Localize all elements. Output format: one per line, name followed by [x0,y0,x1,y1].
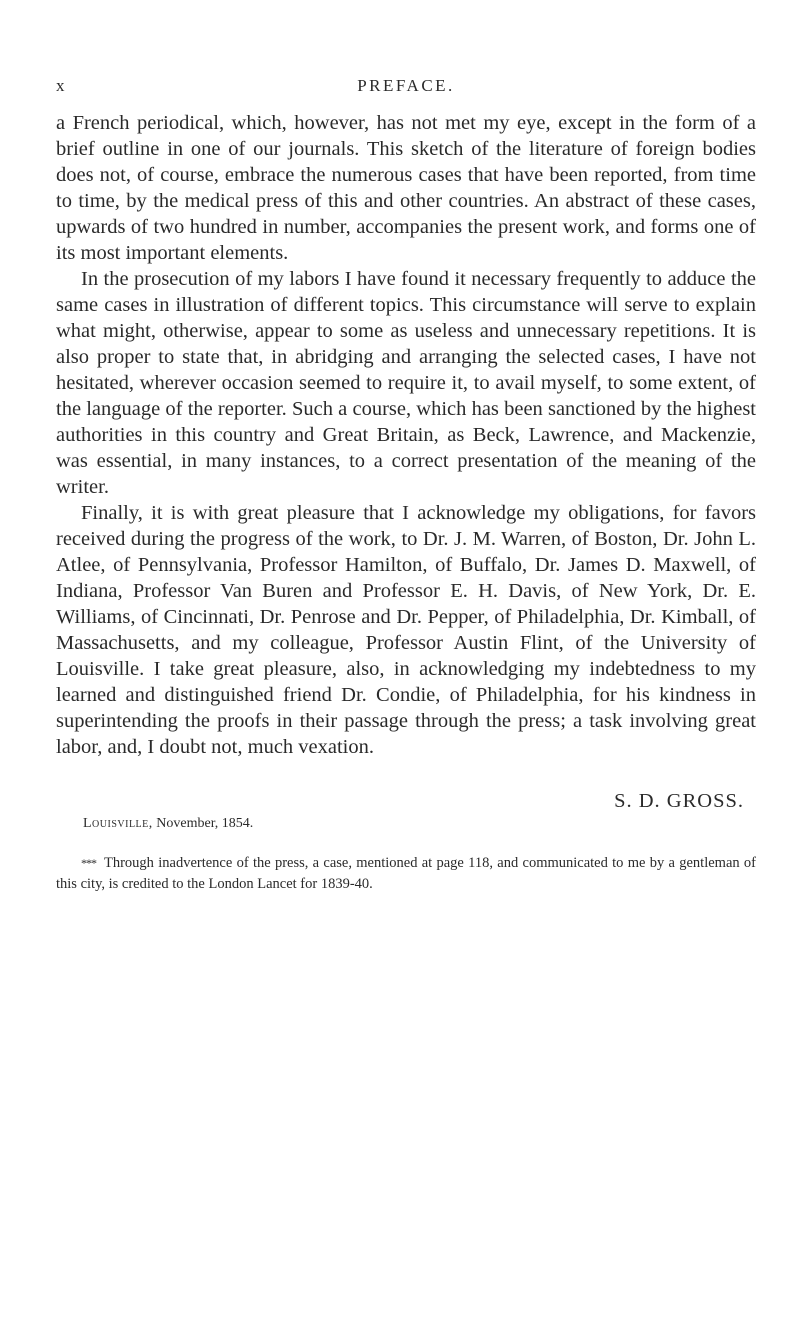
running-head [56,76,756,102]
paragraph: In the prosecution of my labors I have found it necessary frequently to adduce the same cases in illustration of different topics. This circumstance will serve to explain what might, otherwise, appear to some as useless and unnecessary repetitions. It is also proper to state that, in abridging and arranging the selected cases, I have not hesitated, wherever occasion seemed to require it, to avail myself, to some extent, of the language of the reporter. Such a course, which has been sanctioned by the highest authorities in this country and Great Britain, as Beck, Lawrence, and Mackenzie, was essential, in many instances, to a correct presentation of the meaning of the writer. [56,268,756,498]
page-number: x [56,76,66,95]
dateline-place: Louisville, [83,816,153,831]
footnote-text: Through inadvertence of the press, a case, mentioned at page 118, and communicated to me by a gentleman of this city, is credited to the London Lancet for 1839-40. [56,855,756,892]
paragraph: Finally, it is with great pleasure that I acknowledge my obligations, for favors received during the progress of the work, to Dr. J. M. Warren, of Boston, Dr. John L. Atlee, of Pennsylvania, Professor Hamilton, of Buffalo, Dr. James D. Maxwell, of Indiana, Professor Van Buren and Professor E. H. Davis, of New York, Dr. E. Williams, of Cincinnati, Dr. Penrose and Dr. Pepper, of Philadelphia, Dr. Kimball, of Massachusetts, and my colleague, Professor Austin Flint, of the University of Louisville. I take great pleasure, also, in acknowledging my indebtedness to my learned and distinguished friend Dr. Condie, of Philadelphia, for his kindness in superintending the proofs in their passage through the press; a task involving great labor, and, I doubt not, much vexation. [56,502,756,758]
author-signature: S. D. GROSS. [614,790,744,812]
footnote-mark: *** [81,856,96,870]
running-title: PREFACE. [357,76,455,95]
paragraph-continued: a French periodical, which, however, has not met my eye, except in the form of a brief outline in one of our journals. This sketch of the literature of foreign bodies does not, of course, embrace the numerous cases that have been reported, from time to time, by the medical press of this and other countries. An abstract of these cases, upwards of two hundred in number, accompanies the present work, and forms one of its most important elements. [56,112,756,264]
dateline [83,815,253,833]
preface-body [56,110,756,760]
dateline-date: November, 1854. [156,816,254,831]
footnote [56,853,756,895]
